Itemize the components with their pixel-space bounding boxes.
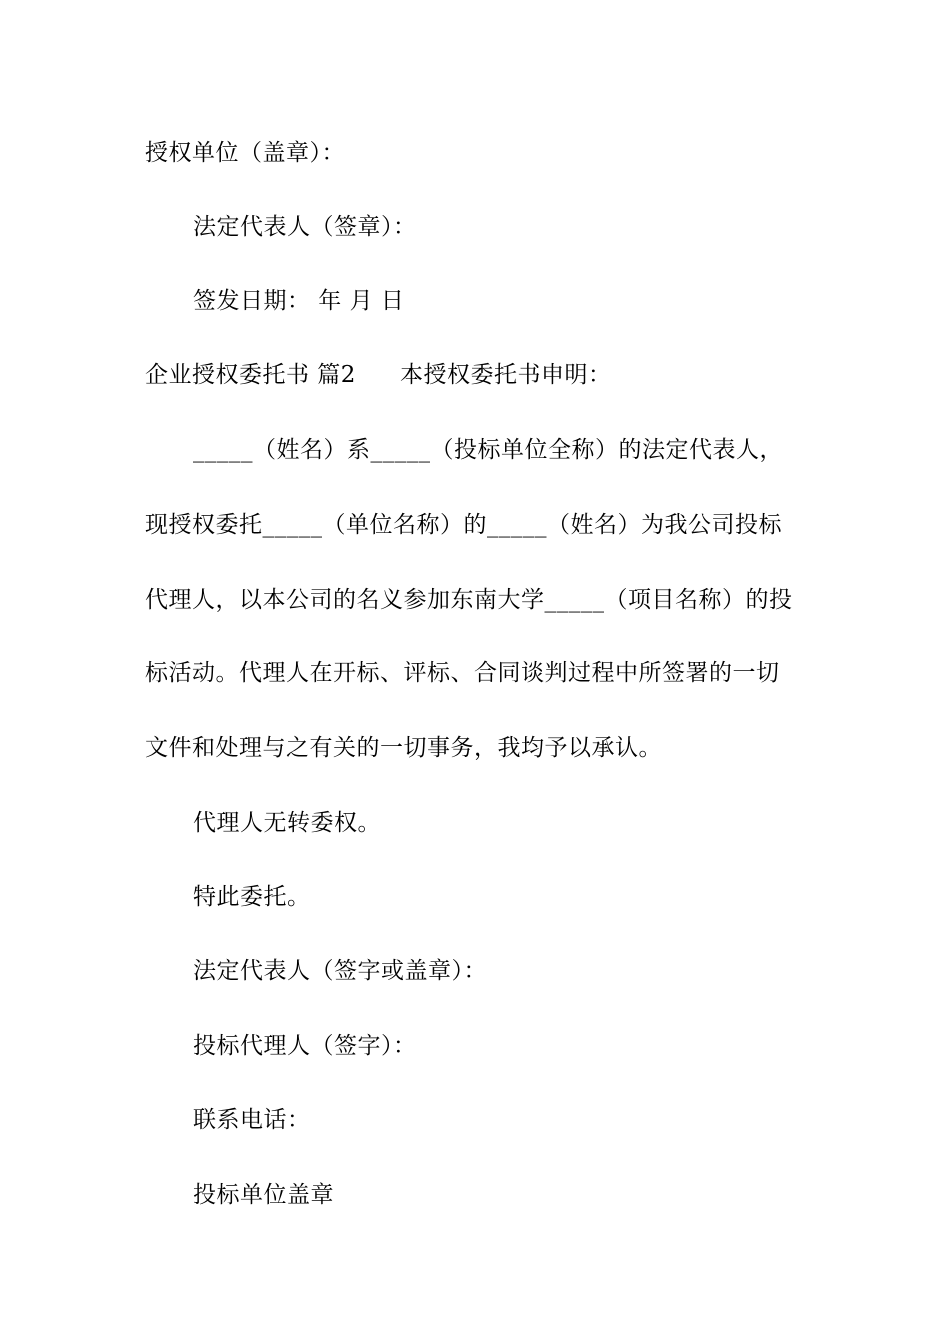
body-paragraph-line-4: 标活动。代理人在开标、评标、合同谈判过程中所签署的一切 (145, 660, 780, 686)
authorizing-unit-line: 授权单位（盖章）： (145, 140, 345, 166)
contact-phone-line: 联系电话： (193, 1107, 311, 1133)
body-paragraph-line-1: _____（姓名）系_____（投标单位全称）的法定代表人， (193, 437, 783, 463)
body-paragraph-line-5: 文件和处理与之有关的一切事务，我均予以承认。 (145, 735, 662, 761)
no-subdelegation-line: 代理人无转委权。 (193, 810, 381, 836)
declaration-intro: 本授权委托书申明： (399, 362, 612, 388)
section-heading-line (145, 360, 815, 390)
issue-date-line: 签发日期： 年 月 日 (193, 288, 405, 314)
legal-representative-seal-line: 法定代表人（签章）： (193, 214, 417, 240)
body-paragraph-line-3: 代理人，以本公司的名义参加东南大学_____（项目名称）的投 (145, 587, 793, 613)
body-paragraph-line-2: 现授权委托_____（单位名称）的_____（姓名）为我公司投标 (145, 512, 782, 538)
section-title: 企业授权委托书 篇2 (145, 362, 356, 388)
hereby-entrust-line: 特此委托。 (193, 884, 311, 910)
legal-representative-signature-line: 法定代表人（签字或盖章）： (193, 958, 487, 984)
bid-agent-signature-line: 投标代理人（签字）： (193, 1033, 417, 1059)
bidder-seal-line: 投标单位盖章 (193, 1182, 334, 1208)
